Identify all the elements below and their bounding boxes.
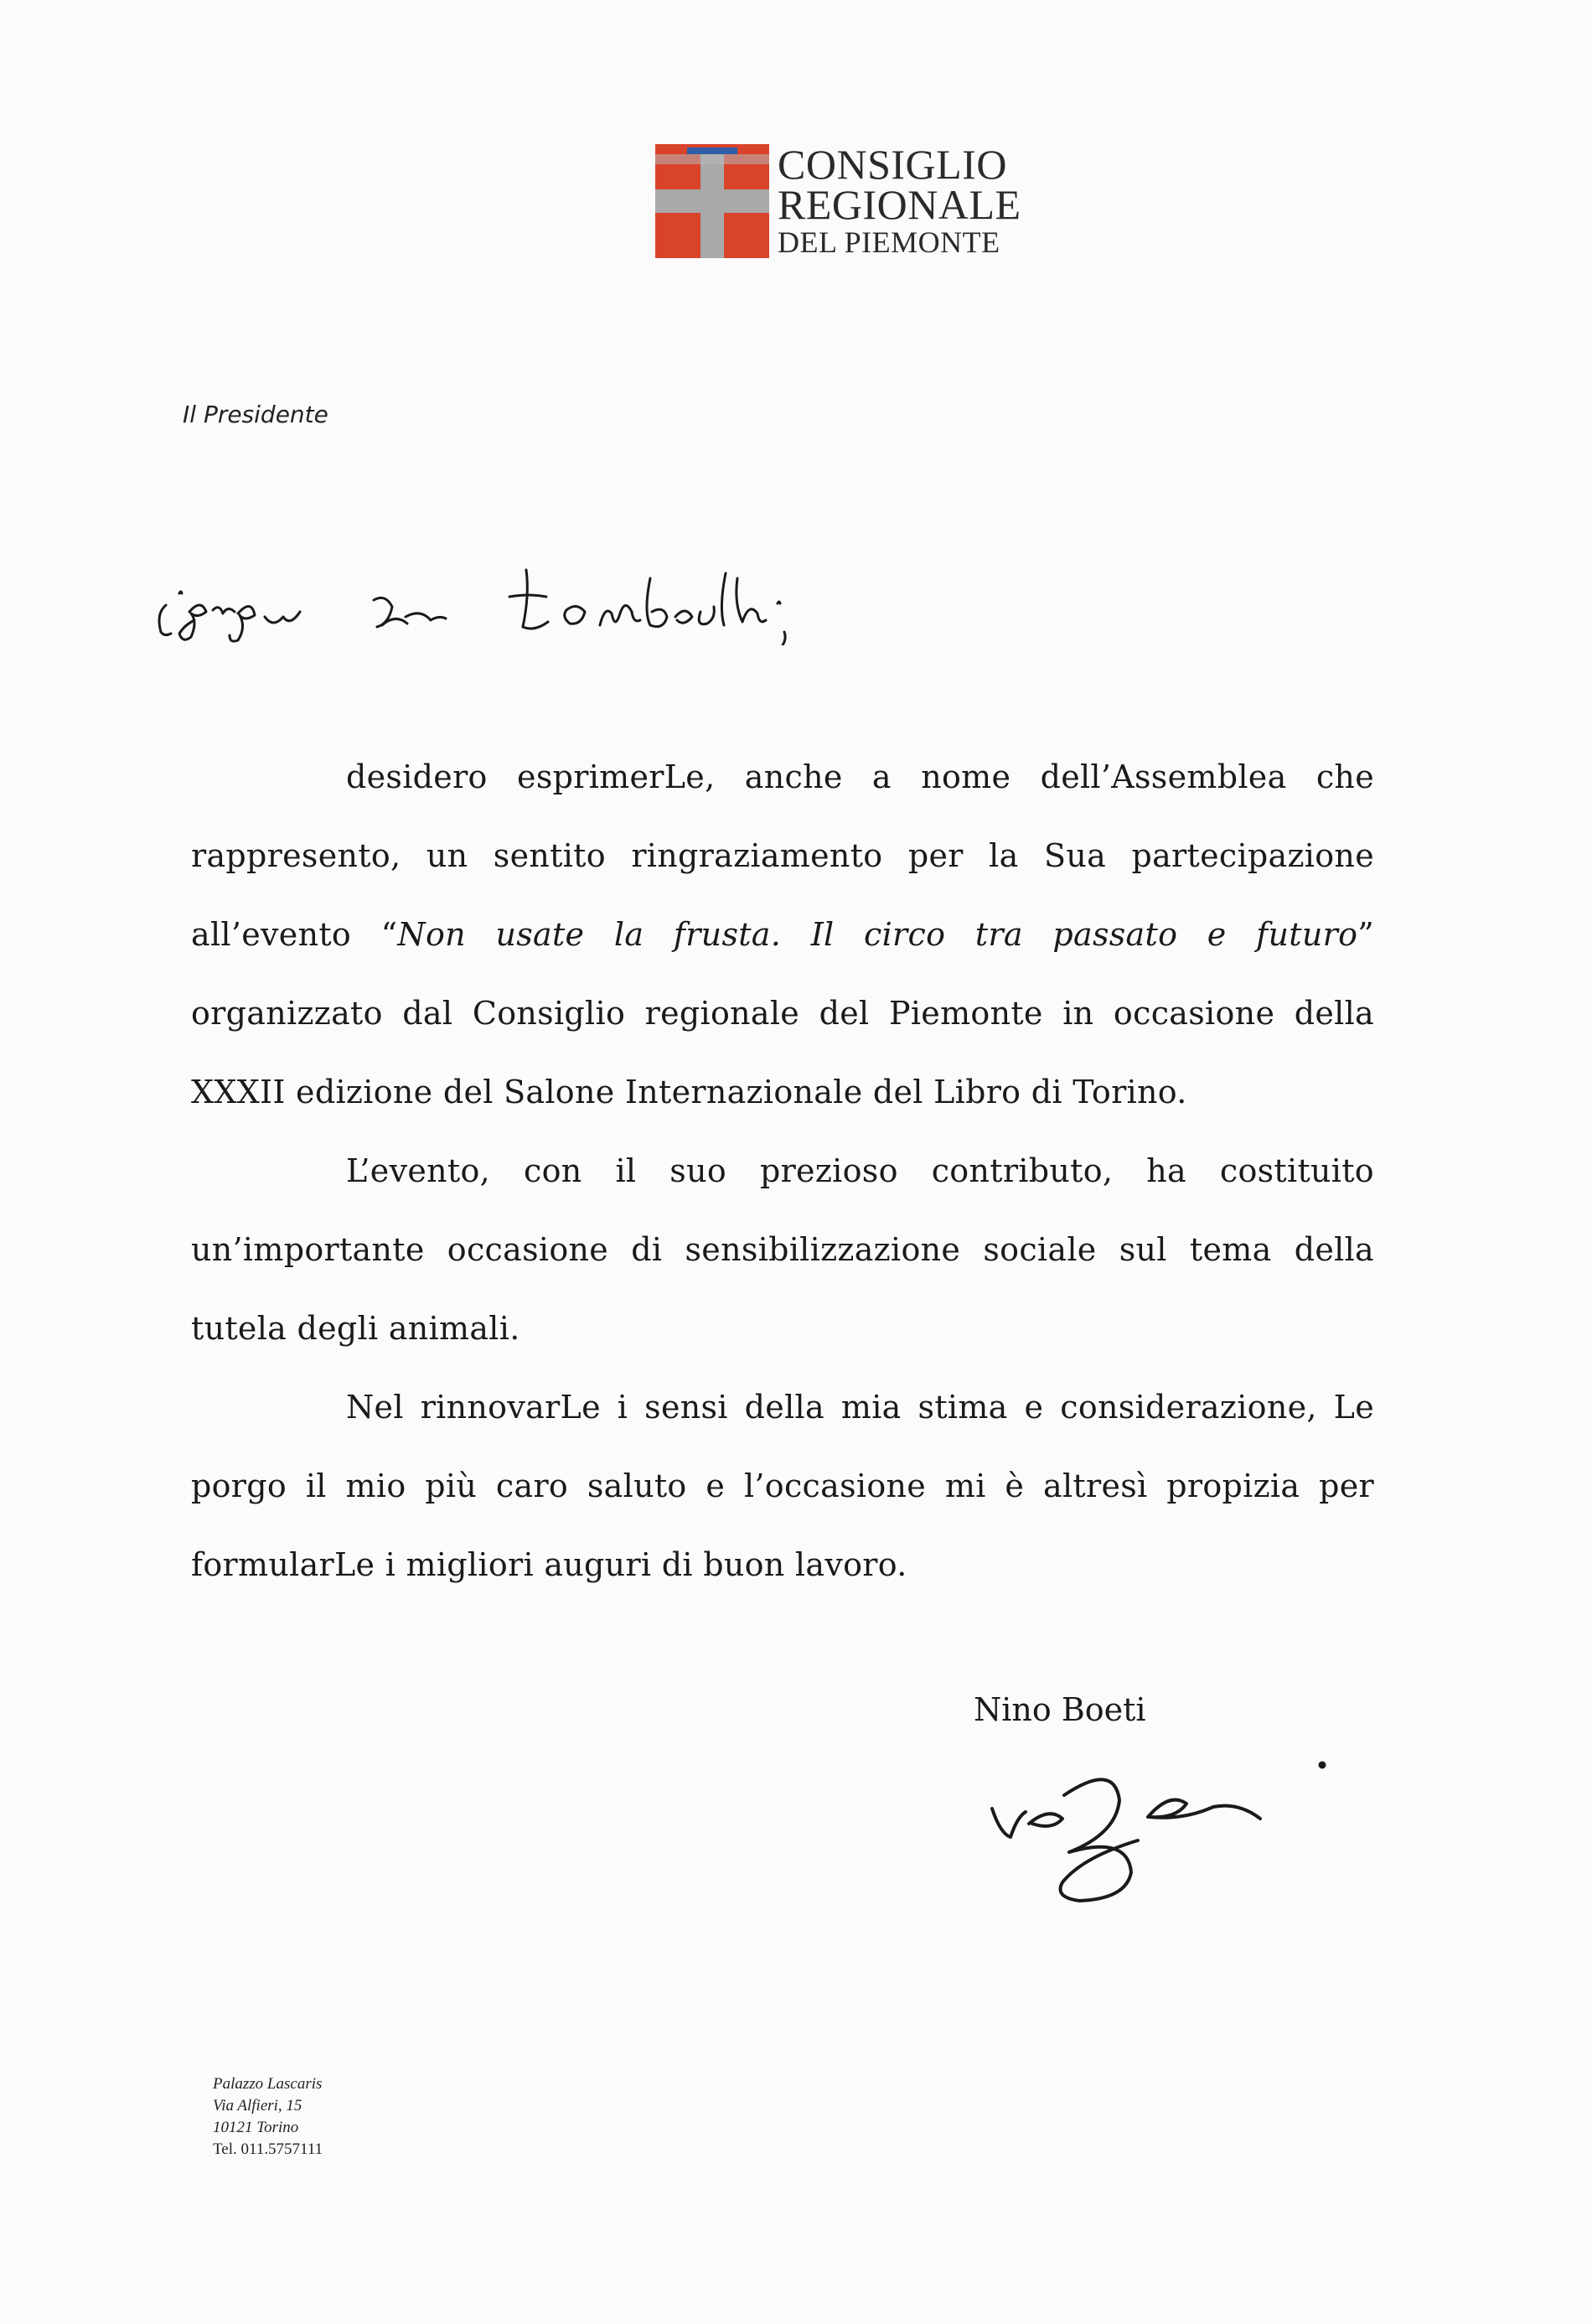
event-title: Non usate la frusta. Il circo tra passato e futuro [397,916,1358,953]
piedmont-flag-icon [655,144,769,258]
paragraph-2: L’evento, con il suo prezioso contributo, ha costituito un’importante occasione di sensibilizzazione sociale sul tema della tutela degli animali. [191,1152,1374,1347]
address-phone: Tel. 011.5757111 [213,2140,323,2158]
sender-address [213,2073,323,2161]
address-line: Palazzo Lascaris [213,2075,323,2093]
logo-line-2: REGIONALE [778,181,1021,228]
letter-body [191,738,1374,1604]
signer-name: Nino Boeti [974,1691,1146,1728]
council-logo [655,141,1041,261]
logo-line-1: CONSIGLIO [778,141,1007,188]
handwritten-signature [980,1743,1332,1902]
paragraph-3: Nel rinnovarLe i sensi della mia stima e considerazione, Le porgo il mio più caro saluto e l’occasione mi è altresì propizia per formularLe i migliori auguri di buon lavoro. [191,1389,1374,1583]
address-line: 10121 Torino [213,2119,299,2136]
logo-wordmark [778,141,1021,260]
sender-role: Il Presidente [183,401,328,428]
logo-line-3: DEL PIEMONTE [778,225,1000,259]
paragraph-1: desidero esprimerLe, anche a nome dell’Assemblea che rappresento, un sentito ringraziamento per la Sua partecipazione all’evento “Non usate la frusta. Il circo tra passato e futuro” organizzato dal Consiglio regionale del Piemonte in occasione della XXXII edizione del Salone Internazionale del Libro di Torino. [191,758,1374,1110]
address-line: Via Alfieri, 15 [213,2097,302,2114]
handwritten-salutation [147,553,885,645]
